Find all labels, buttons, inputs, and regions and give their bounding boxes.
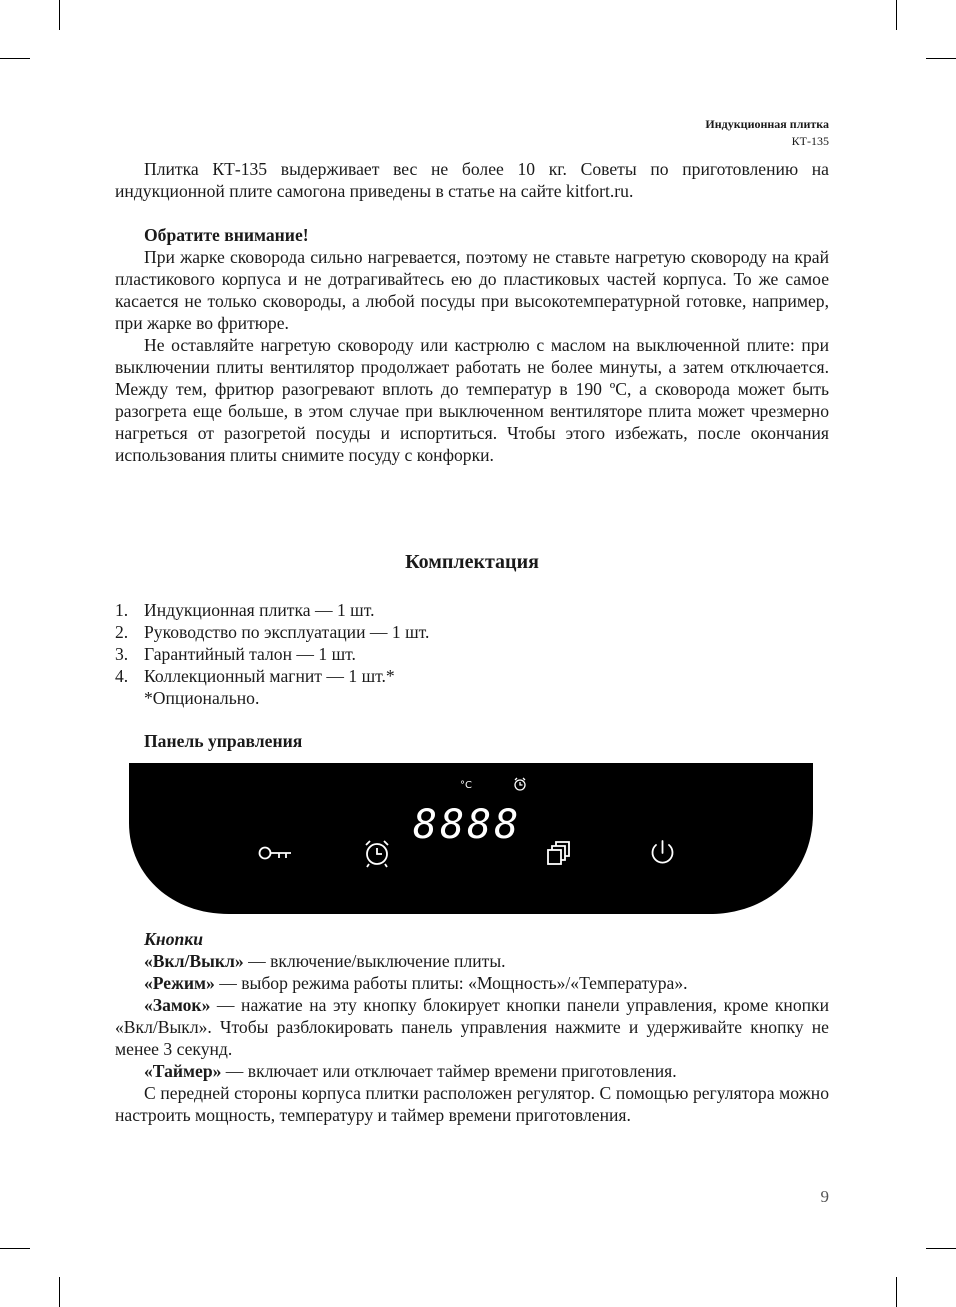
running-header (705, 116, 829, 150)
crop-mark (59, 0, 60, 30)
buttons-heading: Кнопки (144, 929, 203, 949)
page-number: 9 (820, 1187, 829, 1206)
kit-note: *Опционально. (144, 688, 260, 708)
attention-paragraph-2: Не оставляйте нагретую сковороду или кастрюлю с маслом на выключенной плите: при выключении плиты вентилятор продолжает работать не более минуты, а затем отключается. Между тем, фритюр разогревают вплоть до температур в 190 ºС, а сковорода может быть разогрета еще больше, в этом случае при выключенном вентиляторе плита может чрезмерно нагреться от разогретой посуды и испортиться. Чтобы этого избежать, после окончания использования плиты снимите посуду с конфорки. (115, 335, 829, 465)
attention-paragraph-1: При жарке сковорода сильно нагревается, поэтому не ставьте нагретую сковороду на край пластикового корпуса и не дотрагивайтесь ею до пластиковых частей корпуса. То же самое касается не только сковороды, а любой посуды при высокотемпературной готовке, например, при жарке во фритюре. (115, 247, 829, 333)
header-title: Индукционная плитка (705, 117, 829, 131)
list-item: 3. Гарантийный талон — 1 шт. (115, 644, 356, 664)
crop-mark (896, 0, 897, 30)
button-desc-mode: «Режим» — выбор режима работы плиты: «Мощность»/«Температура». (144, 973, 688, 993)
kit-title: Комплектация (405, 551, 539, 573)
digital-display: 8888 (413, 802, 522, 848)
crop-mark (926, 1248, 956, 1249)
button-desc-onoff: «Вкл/Выкл» — включение/выключение плиты. (144, 951, 506, 971)
list-item: 4. Коллекционный магнит — 1 шт.* (115, 666, 395, 686)
regulator-paragraph: С передней стороны корпуса плитки расположен регулятор. С помощью регулятора можно настроить мощность, температуру и таймер времени приготовления. (115, 1083, 829, 1125)
crop-mark (0, 1248, 30, 1249)
button-desc-lock: «Замок» — нажатие на эту кнопку блокирует кнопки панели управления, кроме кнопки «Вкл/Выкл». Чтобы разблокировать панель управления нажмите и удерживайте кнопку не менее 3 секунд. (115, 995, 829, 1059)
list-item: 1. Индукционная плитка — 1 шт. (115, 600, 375, 620)
temp-indicator: °C (460, 780, 472, 791)
panel-title: Панель управления (144, 731, 303, 751)
control-panel (129, 763, 813, 914)
crop-mark (896, 1277, 897, 1307)
attention-heading: Обратите внимание! (144, 225, 309, 245)
crop-mark (59, 1277, 60, 1307)
buttons-section (115, 928, 829, 1126)
intro-paragraph: Плитка КТ-135 выдерживает вес не более 10 кг. Советы по приготовлению на индукционной плите самогона приведены в статье на сайте kitfort.ru. (115, 159, 829, 201)
list-item: 2. Руководство по эксплуатации — 1 шт. (115, 622, 430, 642)
header-model: КТ-135 (791, 134, 829, 148)
button-desc-timer: «Таймер» — включает или отключает таймер времени приготовления. (144, 1061, 677, 1081)
body-text (115, 158, 829, 466)
crop-mark (926, 58, 956, 59)
kit-list (115, 599, 429, 709)
crop-mark (0, 58, 30, 59)
